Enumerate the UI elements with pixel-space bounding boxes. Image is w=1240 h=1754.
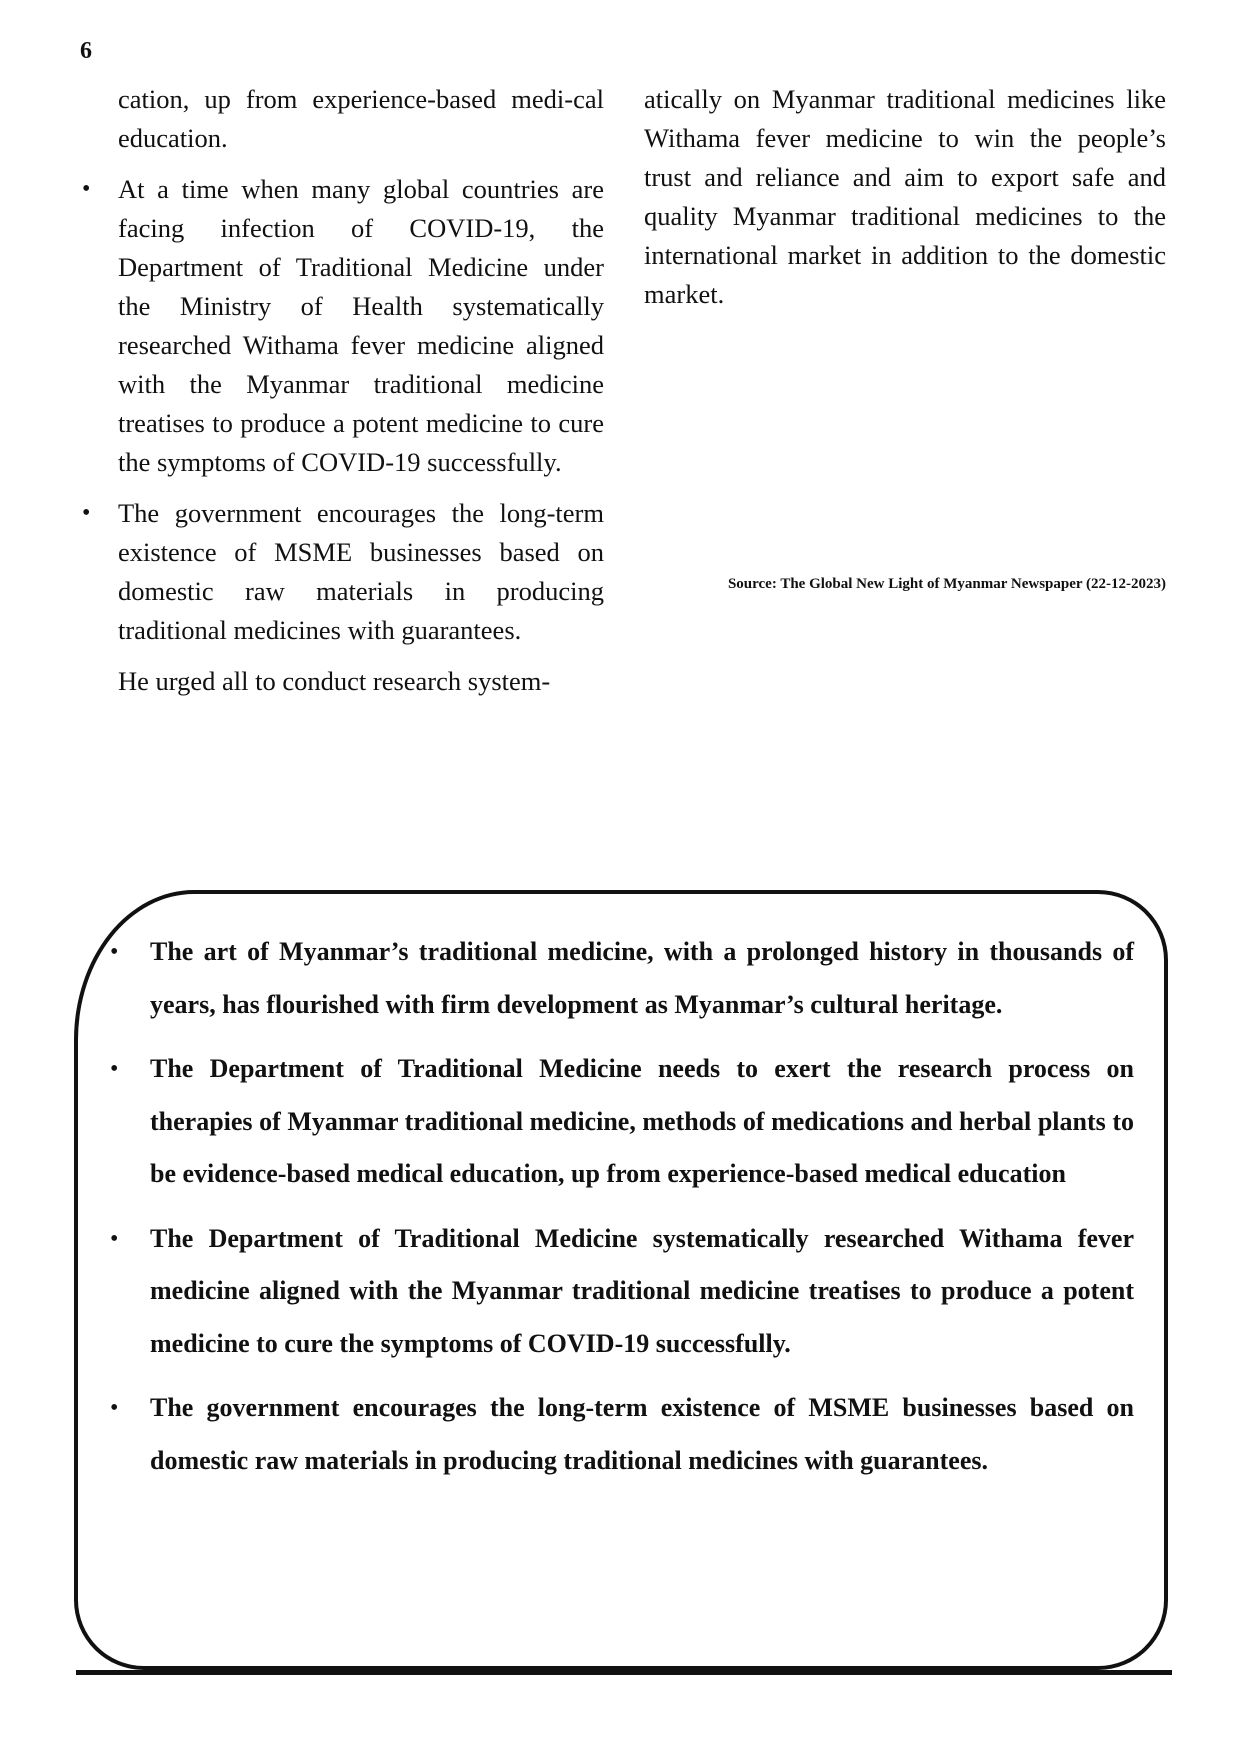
- summary-item: • The Department of Traditional Medicine needs to exert the research process on therapies of Myanmar traditional medicine, methods of medications and herbal plants to be evidence-based medical education, up from experience-based medical education: [100, 1043, 1134, 1201]
- summary-item: • The art of Myanmar’s traditional medicine, with a prolonged history in thousands of years, has flourished with firm development as Myanmar’s cultural heritage.: [100, 926, 1134, 1031]
- bottom-rule: [76, 1670, 1172, 1675]
- page-number: 6: [80, 38, 92, 64]
- source-citation: Source: The Global New Light of Myanmar Newspaper (22-12-2023): [727, 576, 1166, 592]
- right-column: [644, 80, 1166, 326]
- continuation-paragraph: cation, up from experience-based medi-cal education.: [118, 84, 604, 153]
- left-column: [82, 80, 604, 713]
- left-bullet-list: [82, 170, 604, 650]
- list-item: • At a time when many global countries are facing infection of COVID-19, the Department of Traditional Medicine under the Ministry of Health systematically researched Withama fever medicine aligned with the Myanmar traditional medicine treatises to produce a potent medicine to cure the symptoms of COVID-19 successfully.: [82, 170, 604, 482]
- closing-paragraph: He urged all to conduct research system-: [118, 666, 551, 696]
- list-item: • The government encourages the long-term existence of MSME businesses based on domestic raw materials in producing traditional medicines with guarantees.: [82, 494, 604, 650]
- summary-list: [100, 926, 1134, 1499]
- summary-item: • The government encourages the long-term existence of MSME businesses based on domestic raw materials in producing traditional medicines with guarantees.: [100, 1382, 1134, 1487]
- summary-item: • The Department of Traditional Medicine systematically researched Withama fever medicine aligned with the Myanmar traditional medicine treatises to produce a potent medicine to cure the symptoms of COVID-19 successfully.: [100, 1213, 1134, 1371]
- right-paragraph: atically on Myanmar traditional medicines like Withama fever medicine to win the people’s trust and reliance and aim to export safe and quality Myanmar traditional medicines to the international market in addition to the domestic market.: [644, 84, 1166, 309]
